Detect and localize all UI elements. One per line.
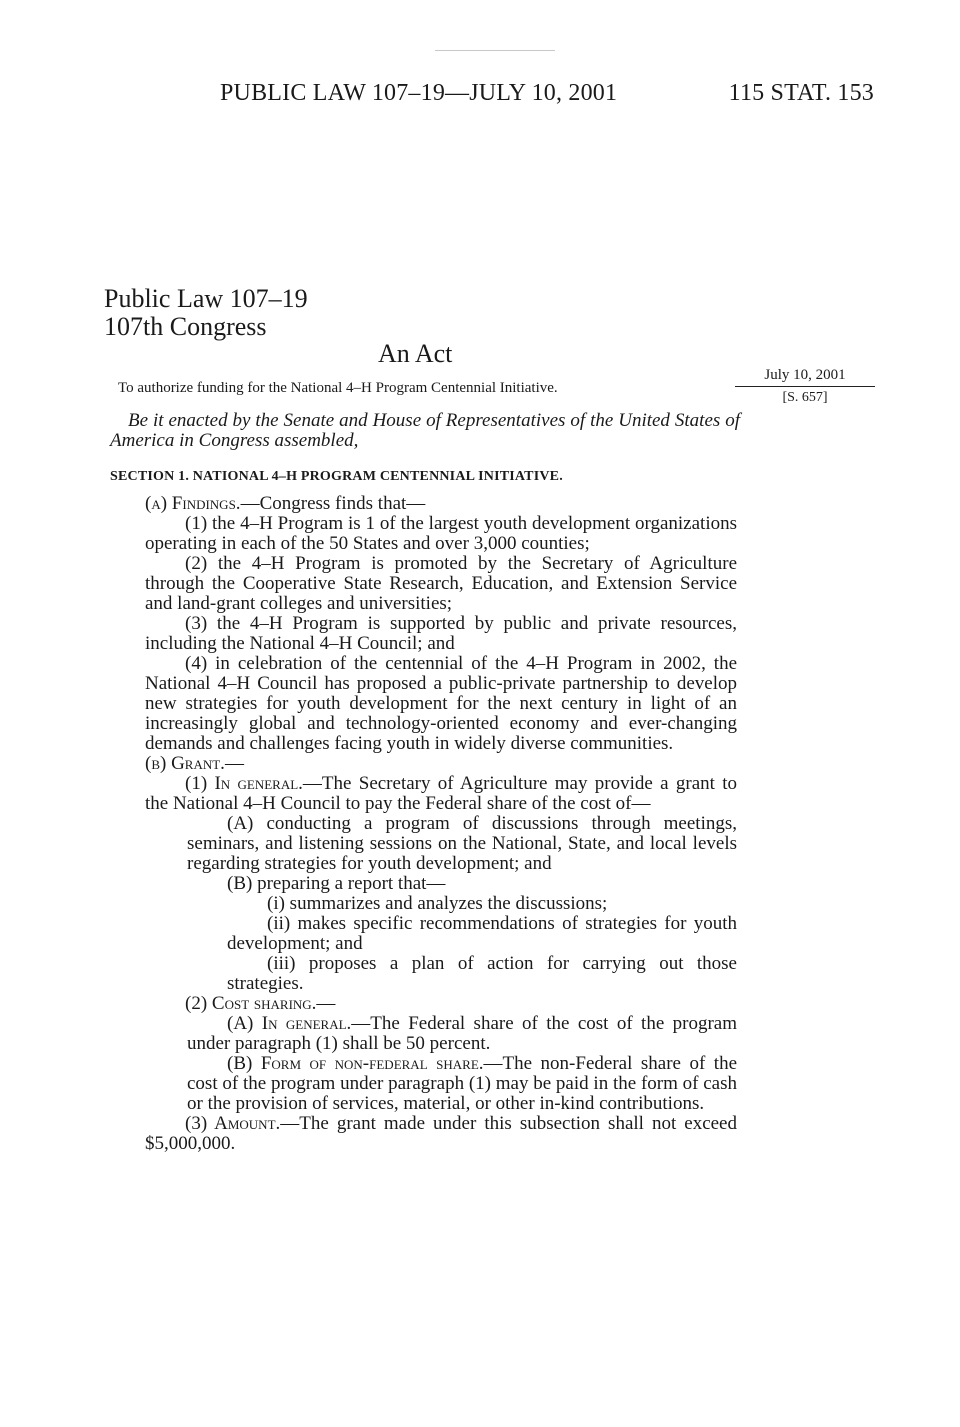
finding-item: (1) the 4–H Program is 1 of the largest youth development organizations operating in each of the 50 States and over 3,000 counties; <box>145 513 737 554</box>
law-number: Public Law 107–19 <box>104 284 308 313</box>
grant-p3-text: —The grant made under this subsection shall not exceed $5,000,000. <box>145 1113 737 1154</box>
law-title-block <box>104 285 308 341</box>
grant-p1-b-ii: (ii) makes specific recommendations of strategies for youth development; and <box>227 913 737 954</box>
running-head-stat: 115 STAT. 153 <box>728 80 874 106</box>
enacting-clause: Be it enacted by the Senate and House of Representatives of the United States of America in Congress assembled, <box>110 410 740 451</box>
running-head-title: PUBLIC LAW 107–19—JULY 10, 2001 <box>220 80 618 106</box>
margin-note-date: July 10, 2001 <box>735 367 875 387</box>
grant-p1-b-iii: (iii) proposes a plan of action for carrying out those strategies. <box>227 953 737 994</box>
grant-p2-b <box>145 1054 737 1114</box>
grant-p1-a: (A) conducting a program of discussions through meetings, seminars, and listening sessions on the National, State, and local levels regarding strategies for youth development; and <box>187 813 737 874</box>
grant-p2-b-text: —The non-Federal share of the cost of the program under paragraph (1) may be paid in the form of cash or the provision of services, material, or other in-kind contributions. <box>187 1053 737 1114</box>
purpose-line: To authorize funding for the National 4–H Program Centennial Initiative. <box>118 380 558 396</box>
finding-item: (4) in celebration of the centennial of the 4–H Program in 2002, the National 4–H Council has proposed a public-private partnership to develop new strategies for youth development for the next century in light of an increasingly global and technology-oriented economy and ever-changing demands and challenges facing youth in widely diverse communities. <box>145 653 737 754</box>
finding-item: (2) the 4–H Program is promoted by the Secretary of Agriculture through the Cooperative State Research, Education, and Extension Service and land-grant colleges and universities; <box>145 553 737 614</box>
findings-intro: —Congress finds that— <box>240 493 426 514</box>
grant-paragraph-3 <box>145 1114 737 1154</box>
grant-paragraph-2 <box>145 994 737 1014</box>
finding-item: (3) the 4–H Program is supported by public and private resources, including the National 4–H Council; and <box>145 613 737 654</box>
grant-p2-tail: — <box>316 993 336 1014</box>
running-head <box>220 80 874 107</box>
congress-number: 107th Congress <box>104 312 267 341</box>
findings-subsection <box>145 494 737 514</box>
act-title: An Act <box>378 339 453 368</box>
grant-p1-label: (1) In general. <box>185 773 303 794</box>
grant-label-tail: — <box>224 753 244 774</box>
findings-label: (a) Findings. <box>145 493 241 514</box>
grant-subsection <box>145 754 737 774</box>
top-divider <box>435 50 555 51</box>
margin-note-bill: [S. 657] <box>782 390 828 405</box>
grant-p2-a-label: (A) In general. <box>227 1013 352 1034</box>
grant-paragraph-1 <box>145 774 737 814</box>
grant-p2-a-text: —The Federal share of the cost of the program under paragraph (1) shall be 50 percent. <box>187 1013 738 1054</box>
grant-p2-b-label: (B) Form of non-federal share. <box>227 1053 484 1074</box>
grant-p1-b: (B) preparing a report that— <box>227 873 446 894</box>
grant-label: (b) Grant. <box>145 753 225 774</box>
grant-p3-label: (3) Amount. <box>185 1113 281 1134</box>
grant-p1-text: —The Secretary of Agriculture may provide a grant to the National 4–H Council to pay the Federal share of the cost of— <box>145 773 737 814</box>
grant-p2-label: (2) Cost sharing. <box>185 993 317 1014</box>
grant-p1-b-i: (i) summarizes and analyzes the discussions; <box>267 893 608 914</box>
section-heading: SECTION 1. NATIONAL 4–H PROGRAM CENTENNIAL INITIATIVE. <box>110 469 563 484</box>
margin-note <box>735 367 875 406</box>
section-body <box>145 494 737 1154</box>
grant-p2-a <box>145 1014 737 1054</box>
